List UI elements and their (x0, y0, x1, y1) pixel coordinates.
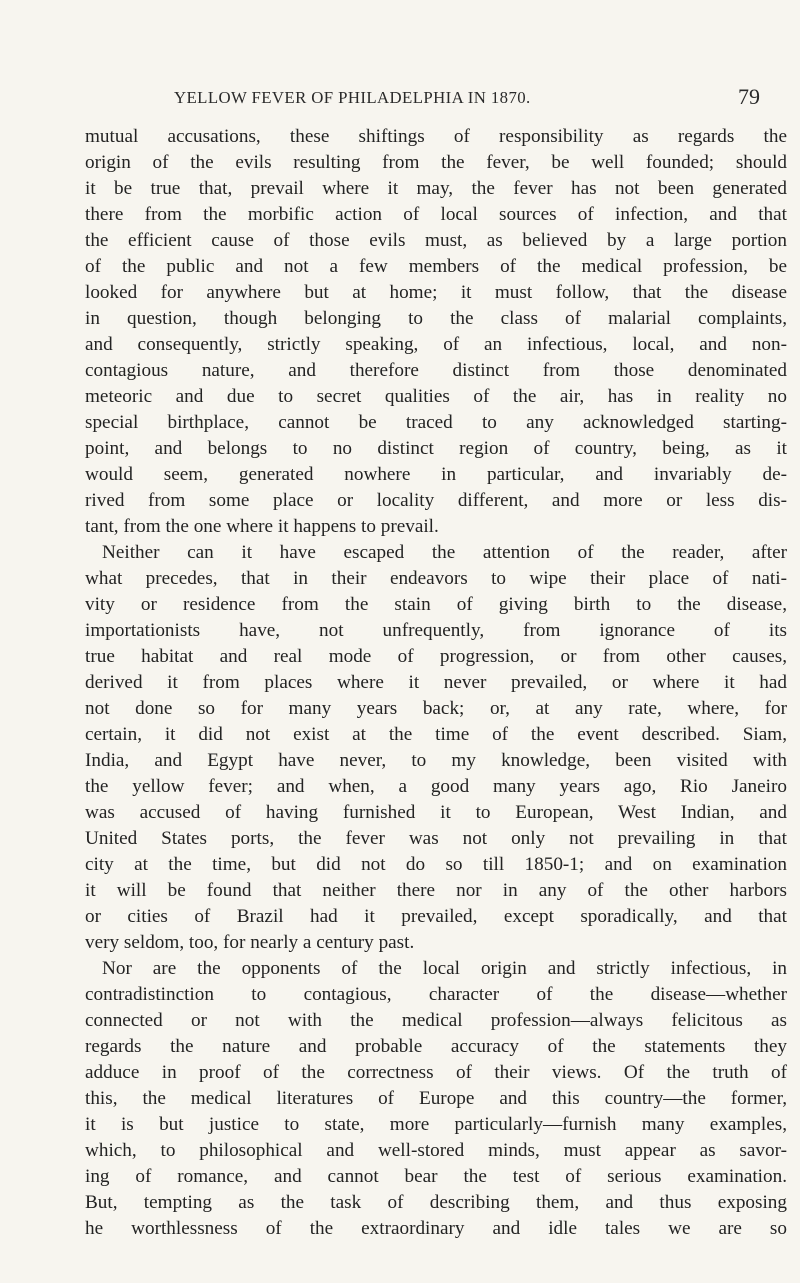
text-line: which, to philosophical and well-stored minds, must appear as savor- (85, 1140, 787, 1161)
text-line: India, and Egypt have never, to my knowledge, been visited with (85, 750, 787, 771)
text-line: point, and belongs to no distinct region of country, being, as it (85, 438, 787, 459)
running-header (84, 84, 760, 116)
text-line: very seldom, too, for nearly a century past. (85, 932, 415, 953)
text-line: certain, it did not exist at the time of the event described. Siam, (85, 724, 787, 745)
text-line: of the public and not a few members of the medical profession, be (85, 256, 787, 277)
text-line: mutual accusations, these shiftings of responsibility as regards the (85, 126, 787, 147)
text-line: this, the medical literatures of Europe and this country—the former, (85, 1088, 787, 1109)
text-line: Neither can it have escaped the attention of the reader, after (102, 542, 787, 563)
text-line: connected or not with the medical profession—always felicitous as (85, 1010, 787, 1031)
text-line: was accused of having furnished it to European, West Indian, and (85, 802, 787, 823)
text-line: city at the time, but did not do so till 1850-1; and on examination (85, 854, 787, 875)
text-line: importationists have, not unfrequently, from ignorance of its (85, 620, 787, 641)
text-line: Nor are the opponents of the local origin and strictly infectious, in (102, 958, 787, 979)
text-line: meteoric and due to secret qualities of the air, has in reality no (85, 386, 787, 407)
text-line: tant, from the one where it happens to prevail. (85, 516, 439, 537)
running-title: YELLOW FEVER OF PHILADELPHIA IN 1870. (174, 88, 531, 107)
text-line: it is but justice to state, more particularly—furnish many examples, (85, 1114, 787, 1135)
text-line: true habitat and real mode of progression, or from other causes, (85, 646, 787, 667)
text-line: But, tempting as the task of describing them, and thus exposing (85, 1192, 787, 1213)
text-line: or cities of Brazil had it prevailed, except sporadically, and that (85, 906, 787, 927)
text-line: in question, though belonging to the class of malarial complaints, (85, 308, 787, 329)
text-line: the yellow fever; and when, a good many years ago, Rio Janeiro (85, 776, 787, 797)
text-line: and consequently, strictly speaking, of an infectious, local, and non- (85, 334, 787, 355)
text-line: adduce in proof of the correctness of their views. Of the truth of (85, 1062, 787, 1083)
text-line: special birthplace, cannot be traced to any acknowledged starting- (85, 412, 787, 433)
text-line: not done so for many years back; or, at any rate, where, for (85, 698, 787, 719)
text-line: origin of the evils resulting from the fever, be well founded; should (85, 152, 787, 173)
text-line: rived from some place or locality different, and more or less dis- (85, 490, 787, 511)
text-line: regards the nature and probable accuracy of the statements they (85, 1036, 787, 1057)
text-line: derived it from places where it never prevailed, or where it had (85, 672, 787, 693)
text-line: looked for anywhere but at home; it must follow, that the disease (85, 282, 787, 303)
text-line: United States ports, the fever was not only not prevailing in that (85, 828, 787, 849)
page-number: 79 (738, 84, 760, 109)
text-line: there from the morbific action of local sources of infection, and that (85, 204, 787, 225)
text-line: ing of romance, and cannot bear the test of serious examination. (85, 1166, 787, 1187)
text-line: would seem, generated nowhere in particular, and invariably de- (85, 464, 787, 485)
text-line: it be true that, prevail where it may, the fever has not been generated (85, 178, 787, 199)
text-line: contagious nature, and therefore distinct from those denominated (85, 360, 787, 381)
text-line: the efficient cause of those evils must, as believed by a large portion (85, 230, 787, 251)
text-line: he worthlessness of the extraordinary and idle tales we are so (85, 1218, 787, 1239)
text-line: contradistinction to contagious, character of the disease—whether (85, 984, 787, 1005)
text-line: what precedes, that in their endeavors to wipe their place of nati- (85, 568, 787, 589)
text-line: it will be found that neither there nor in any of the other harbors (85, 880, 787, 901)
body-text (85, 124, 787, 1242)
text-line: vity or residence from the stain of giving birth to the disease, (85, 594, 787, 615)
